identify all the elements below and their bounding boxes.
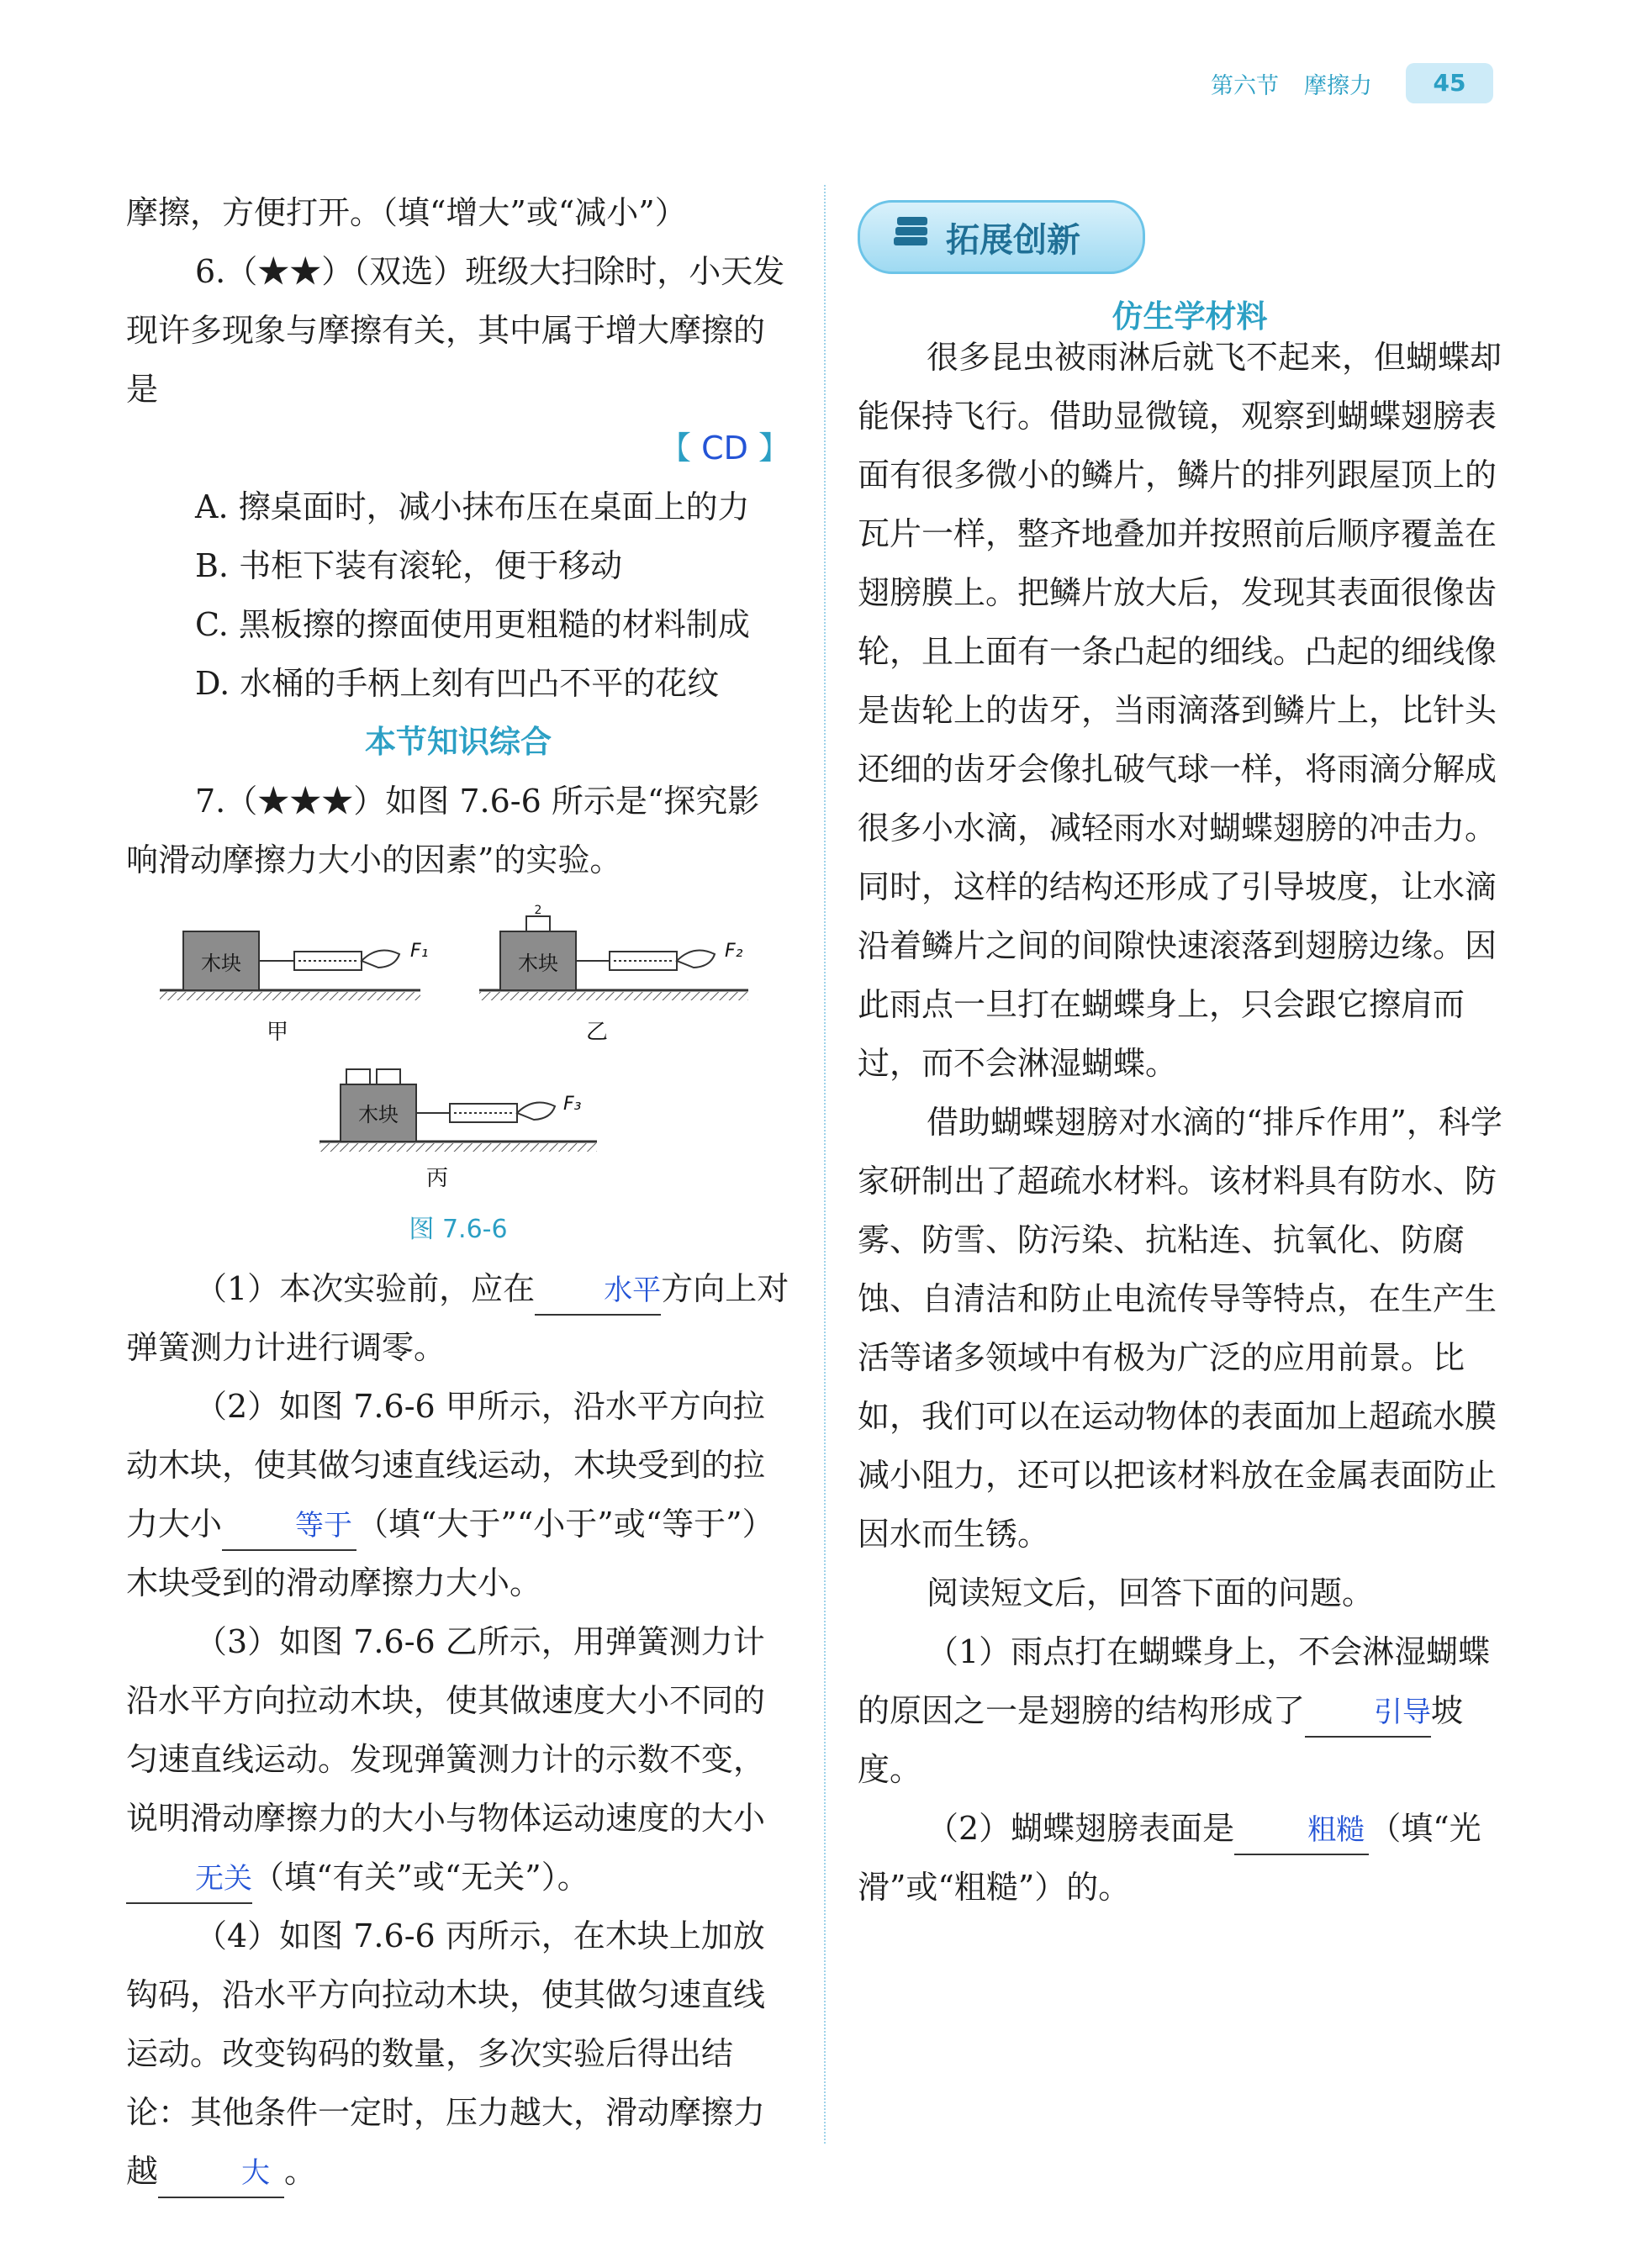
setup-c: [319, 1069, 597, 1191]
section-label: 第六节: [1211, 72, 1279, 99]
q7-part2-text-a: （2）如图 7.6-6 甲所示，沿水平方向拉动木块，使其做匀速直线运动，木块受到的拉力大小: [126, 1388, 766, 1543]
q7-answer3: 无关: [126, 1855, 252, 1904]
bracket-left: 【: [658, 430, 691, 467]
block-label-a: 木块: [201, 952, 241, 975]
q7-part1: [126, 1259, 790, 1377]
q7-part4: [126, 1907, 790, 2201]
q7-part2-text-b: （填“大于”“小于”或“等于”）木块受到的滑动摩擦力大小。: [126, 1506, 774, 1601]
badge-label: 拓展创新: [946, 220, 1080, 260]
books-icon: [890, 215, 932, 259]
force-label-1: F₁: [410, 941, 429, 962]
r-q1-text-a: （1）雨点打在蝴蝶身上，不会淋湿蝴蝶的原因之一是翅膀的结构形成了: [858, 1633, 1491, 1729]
q7-part1-text-a: （1）本次实验前，应在: [195, 1270, 536, 1307]
weight-c1: [346, 1069, 370, 1084]
right-column: [858, 328, 1522, 1917]
page-number: 45: [1406, 63, 1493, 103]
article-title: 仿生学材料: [1112, 298, 1268, 335]
extension-badge: [858, 200, 1145, 274]
r-answer1: 引导: [1305, 1689, 1431, 1738]
q7-answer4: 大: [158, 2149, 284, 2198]
weight-label: 2: [534, 904, 542, 917]
setup-a: [160, 931, 428, 1045]
q6-option-c: C. 黑板擦的擦面使用更粗糙的材料制成: [195, 606, 750, 643]
q7-part2: [126, 1377, 790, 1612]
q6-option-b: B. 书柜下装有滚轮，便于移动: [195, 547, 623, 584]
section-title: 本节知识综合: [365, 724, 552, 760]
weight-c2: [377, 1069, 400, 1084]
weight-b: [526, 916, 550, 931]
q7-part3-text-a: （3）如图 7.6-6 乙所示，用弹簧测力计沿水平方向拉动木块，使其做速度大小不同的匀速直线运动。发现弹簧测力计的示数不变，说明滑动摩擦力的大小与物体运动速度的大小: [126, 1623, 766, 1837]
reading-prompt: 阅读短文后，回答下面的问题。: [927, 1574, 1375, 1611]
caption-b: 乙: [585, 1020, 609, 1045]
force-label-3: F₃: [563, 1094, 582, 1115]
article-paragraph-2: 借助蝴蝶翅膀对水滴的“排斥作用”，科学家研制出了超疏水材料。该材料具有防水、防雾、防雪、防污染、抗粘连、抗氧化、防腐蚀、自清洁和防止电流传导等特点，在生产生活等诸多领域中有极为广泛的应用前景。比如，我们可以在运动物体的表面加上超疏水膜减小阻力，还可以把该材料放在金属表面防止因水而生锈。: [858, 1104, 1502, 1553]
q7-answer2: 等于: [222, 1502, 356, 1551]
left-column: [126, 183, 790, 2201]
q6-option-a: A. 擦桌面时，减小抹布压在桌面上的力: [195, 488, 750, 525]
force-label-2: F₂: [725, 941, 743, 962]
q6-option-d: D. 水桶的手柄上刻有凹凸不平的花纹: [195, 665, 720, 702]
page-header: [1211, 62, 1518, 104]
q7-part1-text-b: 方向上对弹簧测力计进行调零。: [126, 1270, 789, 1366]
q6-answer: CD: [701, 430, 748, 467]
reading-question-1: [858, 1622, 1522, 1799]
figure-7-6-6: [126, 889, 790, 1217]
caption-a: 甲: [266, 1020, 289, 1045]
q7-answer1: 水平: [535, 1267, 661, 1316]
hand-icon: [362, 951, 399, 968]
experiment-diagram: [126, 889, 790, 1209]
q6-answer-bracket: [126, 419, 790, 477]
reading-question-2: [858, 1799, 1522, 1917]
q6-stem: 6.（★★）（双选）班级大扫除时，小天发现许多现象与摩擦有关，其中属于增大摩擦的是: [126, 253, 785, 408]
setup-b: [479, 904, 748, 1045]
q5-continuation: 摩擦，方便打开。（填“增大”或“减小”）: [126, 194, 687, 231]
q7-part4-text-a: （4）如图 7.6-6 丙所示，在木块上加放钩码，沿水平方向拉动木块，使其做匀速直线运动。改变钩码的数量，多次实验后得出结论：其他条件一定时，压力越大，滑动摩擦力越: [126, 1917, 766, 2190]
q7-stem: 7.（★★★）如图 7.6-6 所示是“探究影响滑动摩擦力大小的因素”的实验。: [126, 783, 760, 878]
figure-caption: 图 7.6-6: [409, 1215, 508, 1244]
q7-part4-text-b: 。: [284, 2153, 317, 2190]
r-q1-text-b: 坡度。: [858, 1692, 1464, 1788]
r-answer2: 粗糙: [1234, 1806, 1369, 1855]
article-paragraph-1: 很多昆虫被雨淋后就飞不起来，但蝴蝶却能保持飞行。借助显微镜，观察到蝴蝶翅膀表面有很多微小的鳞片，鳞片的排列跟屋顶上的瓦片一样，整齐地叠加并按照前后顺序覆盖在翅膀膜上。把鳞片放大后，发现其表面很像齿轮，且上面有一条凸起的细线。凸起的细线像是齿轮上的齿牙，当雨滴落到鳞片上，比针头还细的齿牙会像扎破气球一样，将雨滴分解成很多小水滴，减轻雨水对蝴蝶翅膀的冲击力。同时，这样的结构还形成了引导坡度，让水滴沿着鳞片之间的间隙快速滚落到翅膀边缘。因此雨点一旦打在蝴蝶身上，只会跟它擦肩而过，而不会淋湿蝴蝶。: [858, 339, 1502, 1082]
q7-part3: [126, 1612, 790, 1907]
q7-part3-text-b: （填“有关”或“无关”）。: [252, 1859, 589, 1896]
block-label-c: 木块: [358, 1103, 399, 1126]
hand-icon: [677, 951, 715, 968]
hand-icon: [517, 1103, 555, 1121]
caption-c: 丙: [425, 1166, 449, 1191]
column-divider: [824, 185, 826, 2144]
r-q2-text-b: （填“光滑”或“粗糙”）的。: [858, 1810, 1481, 1906]
bracket-right: 】: [758, 430, 790, 467]
r-q2-text-a: （2）蝴蝶翅膀表面是: [927, 1810, 1235, 1847]
block-label-b: 木块: [518, 952, 558, 975]
topic-label: 摩擦力: [1304, 72, 1372, 99]
